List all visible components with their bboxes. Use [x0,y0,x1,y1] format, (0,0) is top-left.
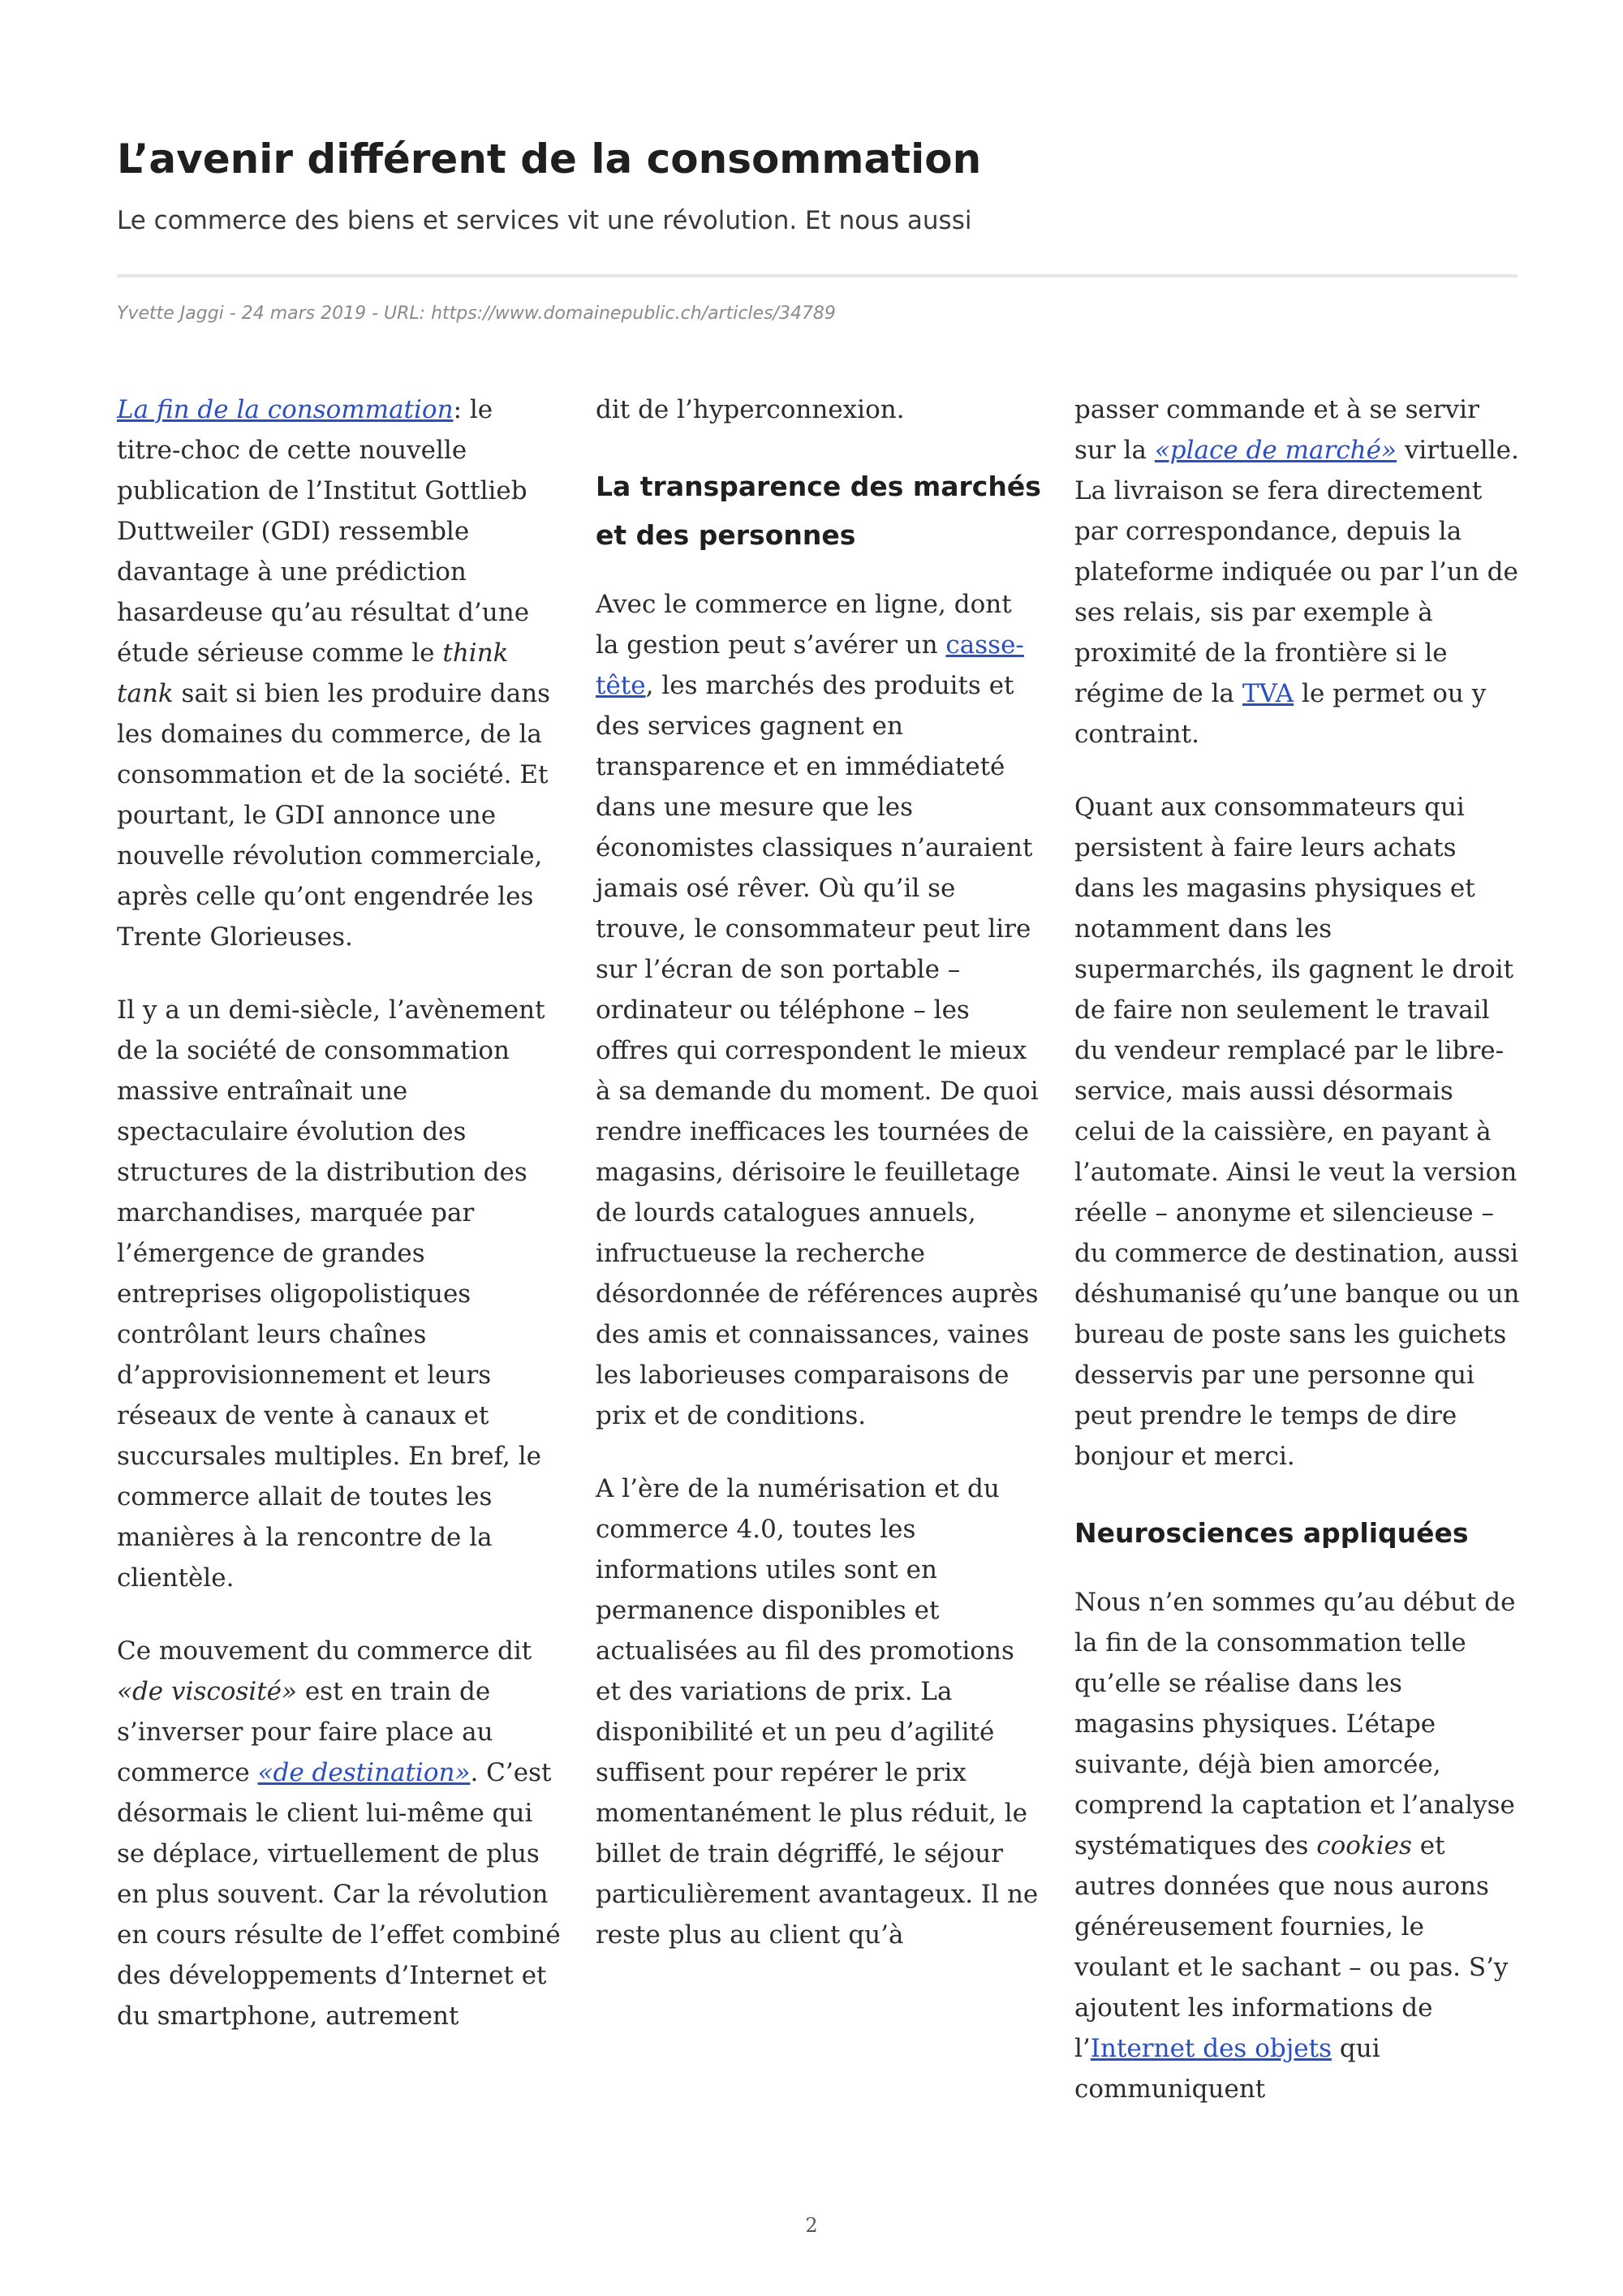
text-span: . C’est désormais le client lui-même qui se déplace, virtuellement de plus en plus souvent. Car la révolution en cours résulte de l’effet combiné des développements d’Internet et du smartphone, autrement [117,1758,561,2031]
header-divider [117,274,1518,277]
text-span: est en train de s’inverser pour faire place au commerce [117,1677,493,1787]
paragraph: dit de l’hyperconnexion. [596,395,905,424]
paragraph: A l’ère de la numérisation et du commerce 4.0, toutes les informations utiles sont en permanence disponibles et actualisées au fil des promotions et des variations de prix. La disponibilité et un peu d’agilité suffisent pour repérer le prix momentanément le plus réduit, le billet de train dégriffé, le séjour particulièrement avantageux. Il ne reste plus au client qu’à [596,1474,1039,1950]
emphasis: «de viscosité» [117,1677,297,1706]
paragraph [117,1631,563,2036]
text-span: virtuelle. La livraison se fera directement par correspondance, depuis la plateforme indiquée ou par l’un de ses relais, sis par exemple à proximité de la frontière si le régime de la [1074,436,1519,708]
link-internet-des-objets[interactable]: Internet des objets [1090,2034,1332,2063]
text-span: et autres données que nous aurons généreusement fournies, le voulant et le sachant – ou pas. S’y ajoutent les informations de l’ [1074,1831,1509,2063]
column-2 [596,389,1042,1955]
emphasis: think tank [117,638,509,708]
link-de-destination[interactable]: «de destination» [257,1758,471,1787]
emphasis: cookies [1316,1831,1412,1860]
link-tva[interactable]: TVA [1242,679,1294,708]
paragraph [117,389,563,957]
paragraph [1074,1582,1521,2109]
page-number: 2 [805,2214,818,2237]
paragraph [596,584,1042,1436]
paragraph: Il y a un demi-siècle, l’avènement de la société de consommation massive entraînait une spectaculaire évolution des structures de la distribution des marchandises, marquée par l’émergence de grandes entreprises oligopolistiques contrôlant leurs chaînes d’approvisionnement et leurs réseaux de vente à canaux et succursales multiples. En bref, le commerce allait de toutes les manières à la rencontre de la clientèle. [117,995,545,1593]
text-span: qui communiquent [1074,2034,1380,2104]
link-casse-tete[interactable]: casse-tête [596,630,1024,700]
link-place-de-marche[interactable]: «place de marché» [1154,436,1397,465]
column-1 [117,389,563,2036]
column-3 [1074,389,1521,2109]
text-span: le permet ou y contraint. [1074,679,1487,749]
paragraph [1074,389,1521,755]
paragraph: Quant aux consommateurs qui persistent à faire leurs achats dans les magasins physiques et notamment dans les supermarchés, ils gagnent le droit de faire non seulement le travail du vendeur remplacé par le libre-service, mais aussi désormais celui de la caissière, en payant à l’automate. Ainsi le veut la version réelle – anonyme et silencieuse – du commerce de destination, aussi déshumanisé qu’une banque ou un bureau de poste sans les guichets desservis par une personne qui peut prendre le temps de dire bonjour et merci. [1074,793,1520,1471]
text-span: sait si bien les produire dans les domaines du commerce, de la consommation et de la société. Et pourtant, le GDI annonce une nouvelle révolution commerciale, après celle qu’ont engendrée les Trente Glorieuses. [117,679,551,952]
text-span: passer commande et à se servir sur la [1074,395,1479,465]
section-heading: Neurosciences appliquées [1074,1517,1469,1549]
link-fin-consommation[interactable]: La fin de la consommation [117,395,454,424]
article-meta: Yvette Jaggi - 24 mars 2019 - URL: https://www.domainepublic.ch/articles/34789 [117,303,836,324]
text-span: Nous n’en sommes qu’au début de la fin de la consommation telle qu’elle se réalise dans les magasins physiques. L’étape suivante, déjà bien amorcée, comprend la captation et l’analyse systématiques des [1074,1588,1516,1860]
text-span: : le titre-choc de cette nouvelle publication de l’Institut Gottlieb Duttweiler (GDI) ressemble davantage à une prédiction hasardeuse qu’au résultat d’une étude sérieuse comme le [117,395,530,668]
section-heading: La transparence des marchés et des personnes [596,471,1041,551]
text-span: Avec le commerce en ligne, dont la gestion peut s’avérer un [596,590,1012,660]
article-title: L’avenir différent de la consommation [117,135,982,183]
text-span: , les marchés des produits et des services gagnent en transparence et en immédiateté dans une mesure que les économistes classiques n’auraient jamais osé rêver. Où qu’il se trouve, le consommateur peut lire sur l’écran de son portable – ordinateur ou téléphone – les offres qui correspondent le mieux à sa demande du moment. De quoi rendre inefficaces les tournées de magasins, dérisoire le feuilletage de lourds catalogues annuels, infructueuse la recherche désordonnée de références auprès des amis et connaissances, vaines les laborieuses comparaisons de prix et de conditions. [596,671,1039,1430]
article-subtitle: Le commerce des biens et services vit une révolution. Et nous aussi [117,206,972,235]
text-span: Ce mouvement du commerce dit [117,1636,532,1666]
